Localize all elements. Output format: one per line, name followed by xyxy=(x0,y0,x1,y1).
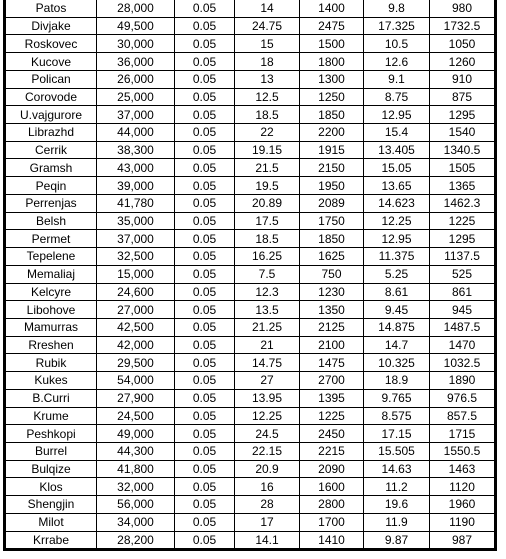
value-2-cell: 1915 xyxy=(300,141,364,159)
value-4-cell: 857.5 xyxy=(430,407,496,425)
population-cell: 42,500 xyxy=(97,318,175,336)
population-cell: 41,780 xyxy=(97,194,175,212)
rate-cell: 0.05 xyxy=(175,177,235,195)
value-1-cell: 14.1 xyxy=(235,531,300,550)
rate-cell: 0.05 xyxy=(175,460,235,478)
value-3-cell: 15.505 xyxy=(364,442,430,460)
town-name-cell: Belsh xyxy=(5,212,97,230)
value-2-cell: 1700 xyxy=(300,513,364,531)
value-3-cell: 9.1 xyxy=(364,70,430,88)
rate-cell: 0.05 xyxy=(175,17,235,35)
table-row xyxy=(5,301,496,319)
population-cell: 30,000 xyxy=(97,35,175,53)
value-2-cell: 750 xyxy=(300,265,364,283)
value-4-cell: 976.5 xyxy=(430,389,496,407)
value-4-cell: 945 xyxy=(430,301,496,319)
town-name-cell: Klos xyxy=(5,478,97,496)
population-cell: 28,000 xyxy=(97,0,175,17)
value-4-cell: 1365 xyxy=(430,177,496,195)
value-1-cell: 12.25 xyxy=(235,407,300,425)
value-1-cell: 20.89 xyxy=(235,194,300,212)
population-cell: 49,000 xyxy=(97,425,175,443)
table-row xyxy=(5,460,496,478)
town-name-cell: Gramsh xyxy=(5,159,97,177)
rate-cell: 0.05 xyxy=(175,301,235,319)
value-4-cell: 1050 xyxy=(430,35,496,53)
value-2-cell: 1225 xyxy=(300,407,364,425)
value-1-cell: 17.5 xyxy=(235,212,300,230)
value-3-cell: 8.575 xyxy=(364,407,430,425)
value-3-cell: 18.9 xyxy=(364,372,430,390)
value-3-cell: 9.45 xyxy=(364,301,430,319)
value-2-cell: 2125 xyxy=(300,318,364,336)
town-name-cell: Krume xyxy=(5,407,97,425)
rate-cell: 0.05 xyxy=(175,212,235,230)
value-1-cell: 12.3 xyxy=(235,283,300,301)
value-2-cell: 1500 xyxy=(300,35,364,53)
value-2-cell: 2700 xyxy=(300,372,364,390)
table-row xyxy=(5,513,496,531)
value-4-cell: 1260 xyxy=(430,53,496,71)
value-1-cell: 16.25 xyxy=(235,248,300,266)
table-row xyxy=(5,336,496,354)
town-name-cell: Shengjin xyxy=(5,496,97,514)
value-4-cell: 1225 xyxy=(430,212,496,230)
population-cell: 41,800 xyxy=(97,460,175,478)
value-3-cell: 19.6 xyxy=(364,496,430,514)
table-row xyxy=(5,53,496,71)
rate-cell: 0.05 xyxy=(175,513,235,531)
value-2-cell: 1300 xyxy=(300,70,364,88)
value-4-cell: 1295 xyxy=(430,106,496,124)
population-cell: 24,500 xyxy=(97,407,175,425)
table-row xyxy=(5,212,496,230)
value-3-cell: 14.875 xyxy=(364,318,430,336)
value-4-cell: 861 xyxy=(430,283,496,301)
value-1-cell: 17 xyxy=(235,513,300,531)
town-name-cell: Krrabe xyxy=(5,531,97,550)
table-row xyxy=(5,478,496,496)
rate-cell: 0.05 xyxy=(175,70,235,88)
rate-cell: 0.05 xyxy=(175,248,235,266)
value-4-cell: 1732.5 xyxy=(430,17,496,35)
town-name-cell: Roskovec xyxy=(5,35,97,53)
town-name-cell: Polican xyxy=(5,70,97,88)
value-2-cell: 1625 xyxy=(300,248,364,266)
value-2-cell: 1350 xyxy=(300,301,364,319)
value-2-cell: 2450 xyxy=(300,425,364,443)
value-1-cell: 21.25 xyxy=(235,318,300,336)
value-2-cell: 2089 xyxy=(300,194,364,212)
value-2-cell: 1395 xyxy=(300,389,364,407)
population-cell: 39,000 xyxy=(97,177,175,195)
value-3-cell: 12.95 xyxy=(364,230,430,248)
population-cell: 27,900 xyxy=(97,389,175,407)
value-1-cell: 15 xyxy=(235,35,300,53)
table-row xyxy=(5,265,496,283)
value-2-cell: 1410 xyxy=(300,531,364,550)
value-1-cell: 21.5 xyxy=(235,159,300,177)
town-name-cell: Peqin xyxy=(5,177,97,195)
value-2-cell: 2475 xyxy=(300,17,364,35)
value-2-cell: 1230 xyxy=(300,283,364,301)
value-4-cell: 987 xyxy=(430,531,496,550)
value-3-cell: 5.25 xyxy=(364,265,430,283)
table-row xyxy=(5,124,496,142)
value-2-cell: 1950 xyxy=(300,177,364,195)
value-3-cell: 11.9 xyxy=(364,513,430,531)
town-name-cell: Bulqize xyxy=(5,460,97,478)
table-row xyxy=(5,407,496,425)
value-3-cell: 14.623 xyxy=(364,194,430,212)
value-3-cell: 14.7 xyxy=(364,336,430,354)
table-row xyxy=(5,442,496,460)
town-name-cell: Milot xyxy=(5,513,97,531)
value-4-cell: 525 xyxy=(430,265,496,283)
town-name-cell: Perrenjas xyxy=(5,194,97,212)
rate-cell: 0.05 xyxy=(175,283,235,301)
value-2-cell: 1400 xyxy=(300,0,364,17)
population-cell: 43,000 xyxy=(97,159,175,177)
population-cell: 27,000 xyxy=(97,301,175,319)
value-2-cell: 2090 xyxy=(300,460,364,478)
value-3-cell: 13.65 xyxy=(364,177,430,195)
population-cell: 49,500 xyxy=(97,17,175,35)
town-name-cell: Divjake xyxy=(5,17,97,35)
value-4-cell: 910 xyxy=(430,70,496,88)
rate-cell: 0.05 xyxy=(175,318,235,336)
population-cell: 28,200 xyxy=(97,531,175,550)
table-row xyxy=(5,354,496,372)
rate-cell: 0.05 xyxy=(175,442,235,460)
value-2-cell: 2800 xyxy=(300,496,364,514)
table-row xyxy=(5,425,496,443)
value-1-cell: 18.5 xyxy=(235,106,300,124)
rate-cell: 0.05 xyxy=(175,230,235,248)
value-4-cell: 1120 xyxy=(430,478,496,496)
population-cell: 32,500 xyxy=(97,248,175,266)
population-cell: 29,500 xyxy=(97,354,175,372)
rate-cell: 0.05 xyxy=(175,531,235,550)
table-row xyxy=(5,17,496,35)
rate-cell: 0.05 xyxy=(175,372,235,390)
town-name-cell: Mamurras xyxy=(5,318,97,336)
table-row xyxy=(5,372,496,390)
value-2-cell: 1250 xyxy=(300,88,364,106)
population-cell: 37,000 xyxy=(97,230,175,248)
value-1-cell: 7.5 xyxy=(235,265,300,283)
town-name-cell: Peshkopi xyxy=(5,425,97,443)
table-row xyxy=(5,159,496,177)
town-name-cell: Memaliaj xyxy=(5,265,97,283)
value-1-cell: 13.5 xyxy=(235,301,300,319)
value-2-cell: 1600 xyxy=(300,478,364,496)
town-name-cell: Tepelene xyxy=(5,248,97,266)
table-body xyxy=(5,0,496,550)
table-row xyxy=(5,389,496,407)
value-1-cell: 24.5 xyxy=(235,425,300,443)
value-2-cell: 1850 xyxy=(300,230,364,248)
town-name-cell: Cerrik xyxy=(5,141,97,159)
value-3-cell: 8.61 xyxy=(364,283,430,301)
value-4-cell: 1190 xyxy=(430,513,496,531)
value-4-cell: 1550.5 xyxy=(430,442,496,460)
value-3-cell: 15.05 xyxy=(364,159,430,177)
value-1-cell: 21 xyxy=(235,336,300,354)
value-2-cell: 2100 xyxy=(300,336,364,354)
value-3-cell: 9.765 xyxy=(364,389,430,407)
value-2-cell: 2150 xyxy=(300,159,364,177)
value-4-cell: 1295 xyxy=(430,230,496,248)
rate-cell: 0.05 xyxy=(175,106,235,124)
value-3-cell: 10.5 xyxy=(364,35,430,53)
value-1-cell: 14.75 xyxy=(235,354,300,372)
value-4-cell: 1540 xyxy=(430,124,496,142)
town-name-cell: Rreshen xyxy=(5,336,97,354)
town-name-cell: Kucove xyxy=(5,53,97,71)
population-cell: 44,000 xyxy=(97,124,175,142)
value-2-cell: 1850 xyxy=(300,106,364,124)
value-1-cell: 27 xyxy=(235,372,300,390)
value-4-cell: 1137.5 xyxy=(430,248,496,266)
value-1-cell: 28 xyxy=(235,496,300,514)
town-name-cell: Patos xyxy=(5,0,97,17)
value-4-cell: 1960 xyxy=(430,496,496,514)
table-row xyxy=(5,35,496,53)
table-row xyxy=(5,318,496,336)
rate-cell: 0.05 xyxy=(175,407,235,425)
town-name-cell: Permet xyxy=(5,230,97,248)
rate-cell: 0.05 xyxy=(175,88,235,106)
value-1-cell: 18 xyxy=(235,53,300,71)
value-2-cell: 2215 xyxy=(300,442,364,460)
value-3-cell: 11.2 xyxy=(364,478,430,496)
value-1-cell: 24.75 xyxy=(235,17,300,35)
table-row xyxy=(5,0,496,17)
value-3-cell: 11.375 xyxy=(364,248,430,266)
rate-cell: 0.05 xyxy=(175,35,235,53)
town-name-cell: U.vajgurore xyxy=(5,106,97,124)
rate-cell: 0.05 xyxy=(175,194,235,212)
town-name-cell: Libohove xyxy=(5,301,97,319)
rate-cell: 0.05 xyxy=(175,265,235,283)
value-1-cell: 12.5 xyxy=(235,88,300,106)
value-3-cell: 10.325 xyxy=(364,354,430,372)
town-name-cell: Kukes xyxy=(5,372,97,390)
value-2-cell: 1750 xyxy=(300,212,364,230)
population-cell: 36,000 xyxy=(97,53,175,71)
town-name-cell: Librazhd xyxy=(5,124,97,142)
rate-cell: 0.05 xyxy=(175,389,235,407)
value-3-cell: 8.75 xyxy=(364,88,430,106)
value-3-cell: 12.95 xyxy=(364,106,430,124)
value-3-cell: 9.87 xyxy=(364,531,430,550)
value-4-cell: 1032.5 xyxy=(430,354,496,372)
value-4-cell: 1463 xyxy=(430,460,496,478)
value-3-cell: 14.63 xyxy=(364,460,430,478)
value-3-cell: 17.325 xyxy=(364,17,430,35)
value-3-cell: 15.4 xyxy=(364,124,430,142)
value-1-cell: 19.15 xyxy=(235,141,300,159)
value-4-cell: 1340.5 xyxy=(430,141,496,159)
rate-cell: 0.05 xyxy=(175,124,235,142)
table-row xyxy=(5,106,496,124)
town-name-cell: Kelcyre xyxy=(5,283,97,301)
value-1-cell: 19.5 xyxy=(235,177,300,195)
rate-cell: 0.05 xyxy=(175,159,235,177)
town-name-cell: Rubik xyxy=(5,354,97,372)
value-4-cell: 1487.5 xyxy=(430,318,496,336)
value-4-cell: 980 xyxy=(430,0,496,17)
table-row xyxy=(5,70,496,88)
population-cell: 42,000 xyxy=(97,336,175,354)
population-cell: 38,300 xyxy=(97,141,175,159)
table-row xyxy=(5,230,496,248)
population-cell: 35,000 xyxy=(97,212,175,230)
value-3-cell: 9.8 xyxy=(364,0,430,17)
value-1-cell: 20.9 xyxy=(235,460,300,478)
town-name-cell: Corovode xyxy=(5,88,97,106)
value-1-cell: 18.5 xyxy=(235,230,300,248)
value-1-cell: 22 xyxy=(235,124,300,142)
rate-cell: 0.05 xyxy=(175,336,235,354)
town-name-cell: Burrel xyxy=(5,442,97,460)
value-1-cell: 13 xyxy=(235,70,300,88)
value-4-cell: 875 xyxy=(430,88,496,106)
value-2-cell: 1475 xyxy=(300,354,364,372)
population-cell: 24,600 xyxy=(97,283,175,301)
value-1-cell: 14 xyxy=(235,0,300,17)
value-4-cell: 1505 xyxy=(430,159,496,177)
rate-cell: 0.05 xyxy=(175,0,235,17)
value-1-cell: 16 xyxy=(235,478,300,496)
rate-cell: 0.05 xyxy=(175,53,235,71)
table-row xyxy=(5,141,496,159)
value-3-cell: 12.25 xyxy=(364,212,430,230)
value-3-cell: 13.405 xyxy=(364,141,430,159)
population-cell: 54,000 xyxy=(97,372,175,390)
rate-cell: 0.05 xyxy=(175,141,235,159)
population-cell: 34,000 xyxy=(97,513,175,531)
town-name-cell: B.Curri xyxy=(5,389,97,407)
value-1-cell: 13.95 xyxy=(235,389,300,407)
population-cell: 56,000 xyxy=(97,496,175,514)
table-row xyxy=(5,88,496,106)
value-3-cell: 12.6 xyxy=(364,53,430,71)
rate-cell: 0.05 xyxy=(175,496,235,514)
value-4-cell: 1470 xyxy=(430,336,496,354)
table-row xyxy=(5,496,496,514)
value-4-cell: 1462.3 xyxy=(430,194,496,212)
value-2-cell: 1800 xyxy=(300,53,364,71)
population-cell: 32,000 xyxy=(97,478,175,496)
table-row xyxy=(5,283,496,301)
data-table xyxy=(3,0,497,551)
value-1-cell: 22.15 xyxy=(235,442,300,460)
population-cell: 15,000 xyxy=(97,265,175,283)
rate-cell: 0.05 xyxy=(175,425,235,443)
value-3-cell: 17.15 xyxy=(364,425,430,443)
rate-cell: 0.05 xyxy=(175,354,235,372)
table-row xyxy=(5,248,496,266)
population-cell: 44,300 xyxy=(97,442,175,460)
table-row xyxy=(5,177,496,195)
population-cell: 26,000 xyxy=(97,70,175,88)
value-4-cell: 1890 xyxy=(430,372,496,390)
rate-cell: 0.05 xyxy=(175,478,235,496)
table-row xyxy=(5,194,496,212)
table-row xyxy=(5,531,496,550)
population-cell: 37,000 xyxy=(97,106,175,124)
value-2-cell: 2200 xyxy=(300,124,364,142)
population-cell: 25,000 xyxy=(97,88,175,106)
value-4-cell: 1715 xyxy=(430,425,496,443)
